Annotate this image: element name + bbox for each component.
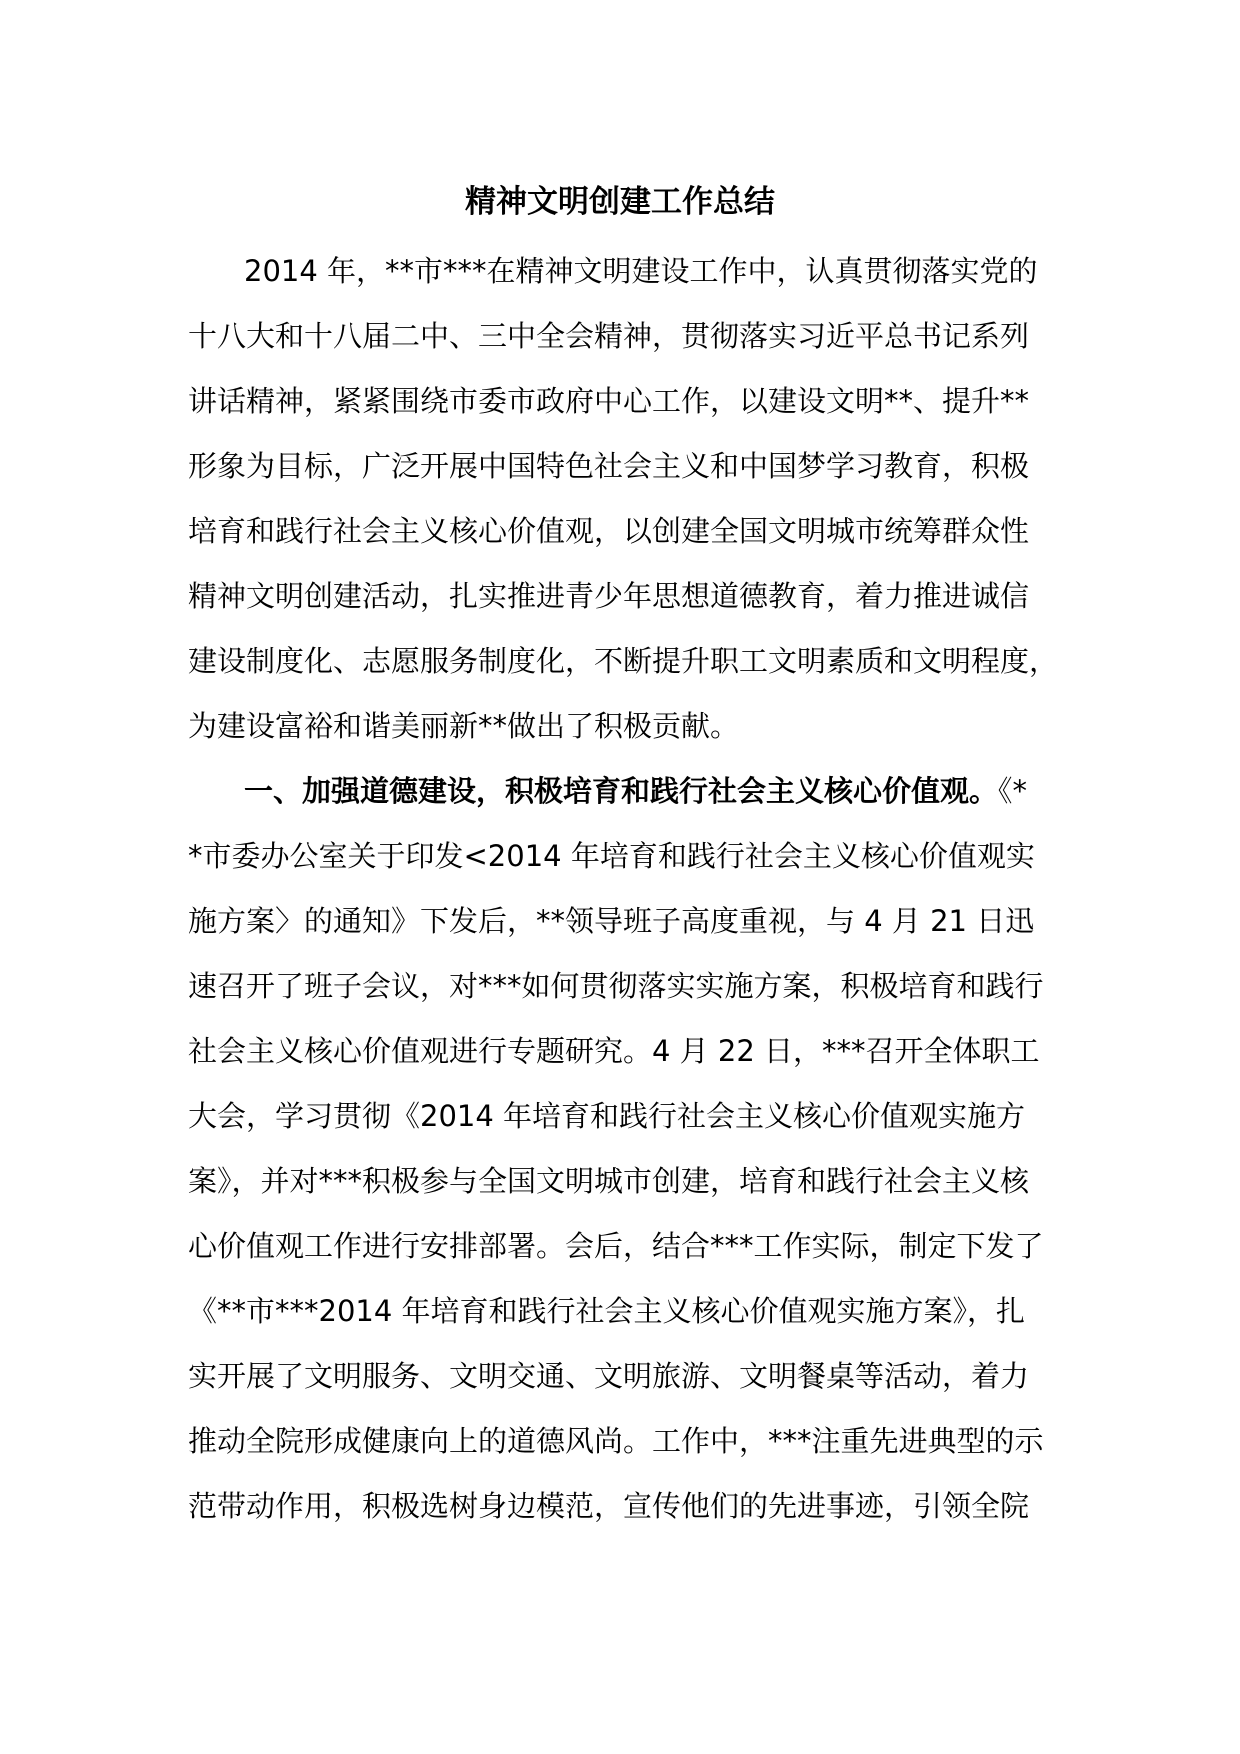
paragraph-line: 推动全院形成健康向上的道德风尚。工作中，***注重先进典型的示 [188,1424,1044,1458]
section-heading-line [188,759,1062,824]
document-title: 精神文明创建工作总结 [465,184,775,220]
paragraph-line: 形象为目标，广泛开展中国特色社会主义和中国梦学习教育，积极 [188,449,1030,483]
paragraph-line: 讲话精神，紧紧围绕市委市政府中心工作，以建设文明**、提升** [188,384,1030,418]
paragraph-line: 范带动作用，积极选树身边模范，宣传他们的先进事迹，引领全院 [188,1489,1030,1523]
paragraph-line: 2014 年，**市***在精神文明建设工作中，认真贯彻落实党的 [244,254,1038,288]
paragraph-line: 案》，并对***积极参与全国文明城市创建，培育和践行社会主义核 [188,1164,1030,1198]
paragraph-line: 心价值观工作进行安排部署。会后，结合***工作实际，制定下发了 [188,1229,1044,1263]
paragraph-line: 《**市***2014 年培育和践行社会主义核心价值观实施方案》，扎 [188,1294,1026,1328]
paragraph-line: 精神文明创建活动，扎实推进青少年思想道德教育，着力推进诚信 [188,579,1030,613]
paragraph-line: 速召开了班子会议，对***如何贯彻落实实施方案，积极培育和践行 [188,969,1044,1003]
section-heading-tail: 《* [998,774,1028,808]
document-body [188,239,1062,1539]
paragraph-line: 实开展了文明服务、文明交通、文明旅游、文明餐桌等活动，着力 [188,1359,1030,1393]
paragraph-line: 建设制度化、志愿服务制度化，不断提升职工文明素质和文明程度， [188,644,1059,678]
paragraph-line: 十八大和十八届二中、三中全会精神，贯彻落实习近平总书记系列 [188,319,1030,353]
paragraph-line: 为建设富裕和谐美丽新**做出了积极贡献。 [188,709,740,743]
paragraph-line: 培育和践行社会主义核心价值观，以创建全国文明城市统筹群众性 [188,514,1030,548]
paragraph-line: *市委办公室关于印发<2014 年培育和践行社会主义核心价值观实 [188,839,1035,873]
paragraph-line: 施方案〉的通知》下发后，**领导班子高度重视，与 4 月 21 日迅 [188,904,1035,938]
paragraph-line: 社会主义核心价值观进行专题研究。4 月 22 日，***召开全体职工 [188,1034,1040,1068]
section-heading: 一、加强道德建设，积极培育和践行社会主义核心价值观。 [244,774,999,808]
paragraph-line: 大会，学习贯彻《2014 年培育和践行社会主义核心价值观实施方 [188,1099,1026,1133]
